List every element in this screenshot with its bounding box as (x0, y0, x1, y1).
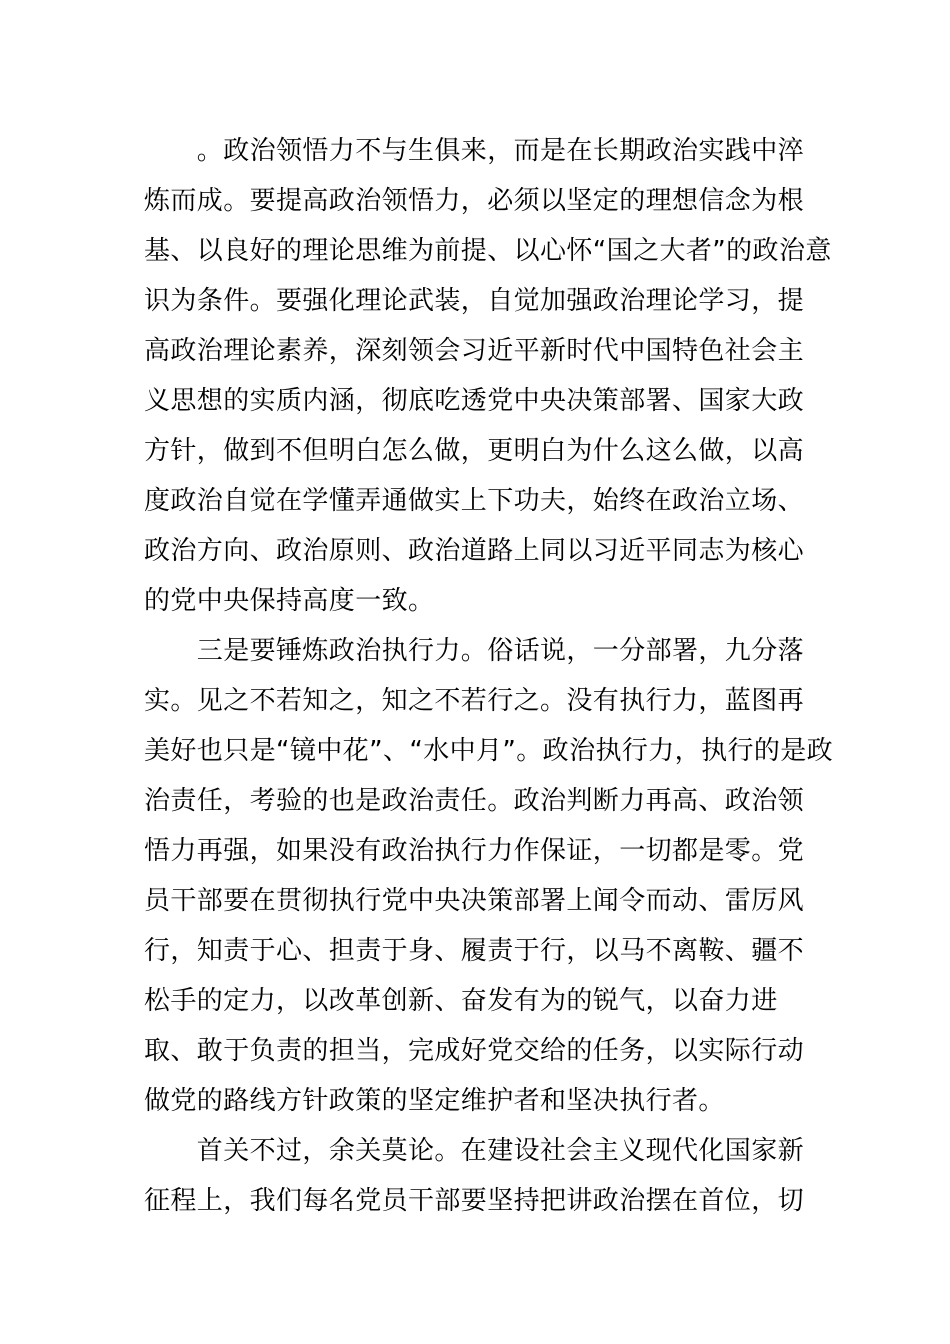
text-line: 政治方向、政治原则、政治道路上同以习近平同志为核心 (144, 536, 805, 566)
text-line: 三是要锤炼政治执行力。俗话说，一分部署，九分落 (144, 636, 805, 666)
text-line: 首关不过，余关莫论。在建设社会主义现代化国家新 (144, 1136, 805, 1166)
text-line: 度政治自觉在学懂弄通做实上下功夫，始终在政治立场、 (144, 486, 805, 516)
text-line: 治责任，考验的也是政治责任。政治判断力再高、政治领 (144, 786, 805, 816)
text-line: 炼而成。要提高政治领悟力，必须以坚定的理想信念为根 (144, 186, 805, 216)
text-line: 行，知责于心、担责于身、履责于行，以马不离鞍、疆不 (144, 936, 805, 966)
text-line: 悟力再强，如果没有政治执行力作保证，一切都是零。党 (144, 836, 805, 866)
text-line: 取、敢于负责的担当，完成好党交给的任务，以实际行动 (144, 1036, 805, 1066)
text-line: 美好也只是“镜中花”、“水中月”。政治执行力，执行的是政 (144, 736, 834, 766)
text-line: 义思想的实质内涵，彻底吃透党中央决策部署、国家大政 (144, 386, 805, 416)
text-line: 做党的路线方针政策的坚定维护者和坚决执行者。 (144, 1086, 725, 1116)
text-line: 实。见之不若知之，知之不若行之。没有执行力，蓝图再 (144, 686, 805, 716)
paragraph-2 (144, 626, 834, 1126)
text-line: 员干部要在贯彻执行党中央决策部署上闻令而动、雷厉风 (144, 886, 805, 916)
text-line: 识为条件。要强化理论武装，自觉加强政治理论学习，提 (144, 286, 805, 316)
text-line: 基、以良好的理论思维为前提、以心怀“国之大者”的政治意 (144, 236, 832, 266)
text-line: 高政治理论素养，深刻领会习近平新时代中国特色社会主 (144, 336, 805, 366)
text-line: 征程上，我们每名党员干部要坚持把讲政治摆在首位，切 (144, 1186, 805, 1216)
text-line: 松手的定力，以改革创新、奋发有为的锐气，以奋力进 (144, 986, 778, 1016)
text-line: 的党中央保持高度一致。 (144, 586, 435, 616)
paragraph-3 (144, 1126, 808, 1226)
text-line: 。政治领悟力不与生俱来，而是在长期政治实践中淬 (144, 136, 805, 166)
document-body (144, 126, 834, 1226)
paragraph-1 (144, 126, 832, 626)
text-line: 方针，做到不但明白怎么做，更明白为什么这么做，以高 (144, 436, 805, 466)
